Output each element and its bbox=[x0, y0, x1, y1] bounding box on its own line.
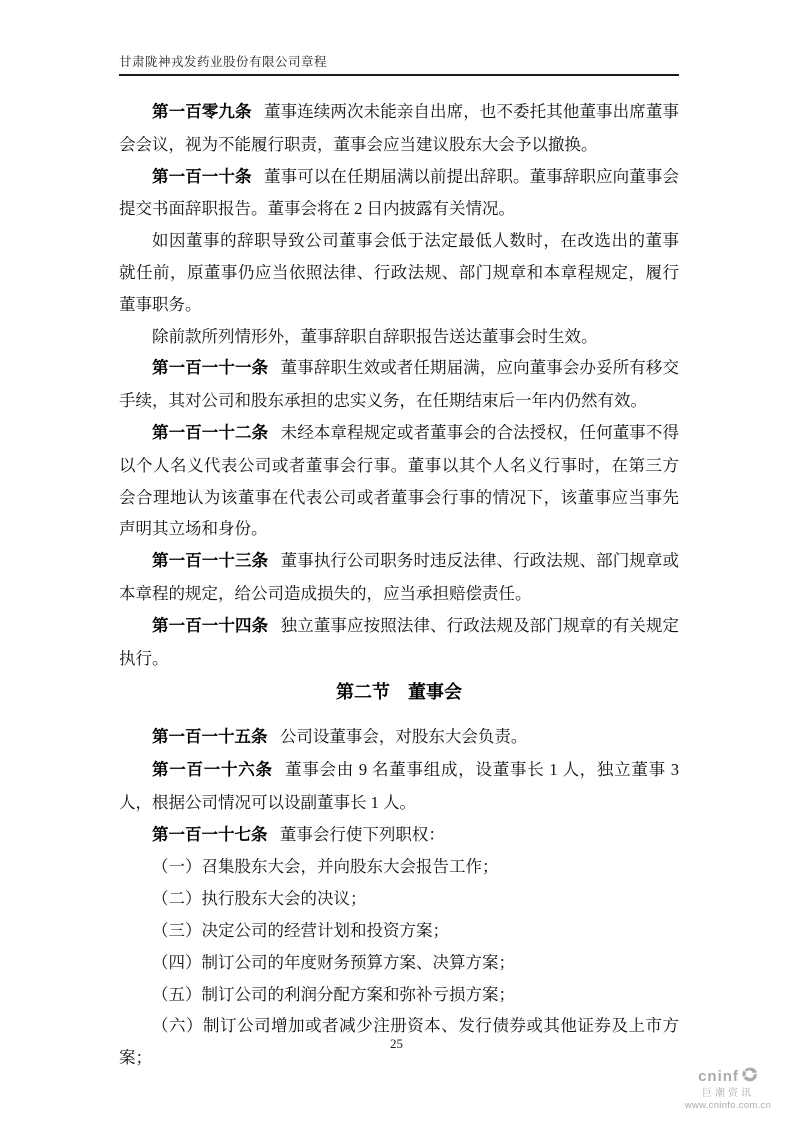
article-text: 独立董事应按照法律、行政法规及部门规章的有关规定执行。 bbox=[119, 615, 680, 668]
list-item bbox=[119, 947, 679, 979]
cninfo-brand-text: cninf bbox=[698, 1067, 739, 1085]
article-number: 第一百一十条 bbox=[152, 167, 252, 186]
article-text: 未经本章程规定或者董事会的合法授权，任何董事不得以个人名义代表公司或者董事会行事。董事以其个人名义行事时，在第三方会合理地认为该董事在代表公司或者董事会行事的情况下，该董事应当事先声明其立场和身份。 bbox=[119, 422, 680, 539]
cninfo-chinese-name: 巨潮资讯 bbox=[702, 1087, 754, 1099]
article-paragraph bbox=[119, 161, 679, 226]
document-title: 甘肃陇神戎发药业股份有限公司章程 bbox=[119, 55, 328, 69]
cninfo-url: www.cninfo.com.cn bbox=[684, 1100, 772, 1112]
article-number: 第一百一十二条 bbox=[152, 423, 269, 442]
list-item bbox=[119, 883, 679, 915]
article-number: 第一百一十五条 bbox=[152, 728, 268, 747]
article-paragraph bbox=[119, 754, 679, 819]
article-text: 董事辞职生效或者任期届满，应向董事会办妥所有移交手续，其对公司和股东承担的忠实义务，在任期结束后一年内仍然有效。 bbox=[119, 358, 680, 411]
article-paragraph bbox=[119, 352, 679, 417]
list-item-text: （二）执行股东大会的决议； bbox=[152, 889, 367, 909]
list-item-text: （五）制订公司的利润分配方案和弥补亏损方案； bbox=[152, 984, 515, 1004]
article-paragraph bbox=[119, 417, 679, 545]
article-number: 第一百一十六条 bbox=[152, 760, 273, 779]
cninfo-logo-icon bbox=[741, 1067, 758, 1088]
list-item bbox=[119, 851, 679, 883]
cninfo-brand-row bbox=[668, 1067, 788, 1088]
paragraph-text: 除前款所列情形外，董事辞职自辞职报告送达董事会时生效。 bbox=[152, 326, 598, 346]
page-number: 25 bbox=[390, 1036, 403, 1051]
body-paragraph bbox=[119, 321, 679, 353]
article-paragraph bbox=[119, 545, 679, 610]
article-text: 董事连续两次未能亲自出席，也不委托其他董事出席董事会会议，视为不能履行职责，董事会应当建议股东大会予以撤换。 bbox=[119, 102, 680, 154]
article-text: 董事可以在任期届满以前提出辞职。董事辞职应向董事会提交书面辞职报告。董事会将在 2 日内披露有关情况。 bbox=[119, 166, 680, 219]
section-heading: 第二节 董事会 bbox=[336, 682, 462, 703]
article-number: 第一百一十七条 bbox=[152, 825, 268, 844]
article-text: 董事会由 9 名董事组成，设董事长 1 人，独立董事 3 人，根据公司情况可以设副董事长 1 人。 bbox=[119, 759, 680, 812]
article-paragraph bbox=[119, 610, 679, 675]
list-item-text: （六）制订公司增加或者减少注册资本、发行债券或其他证券及上市方案； bbox=[119, 1016, 679, 1068]
article-text: 公司设董事会，对股东大会负责。 bbox=[279, 727, 528, 747]
list-item bbox=[119, 979, 679, 1011]
list-item-text: （三）决定公司的经营计划和投资方案； bbox=[152, 920, 449, 940]
list-item-text: （四）制订公司的年度财务预算方案、决算方案； bbox=[152, 952, 515, 972]
body-paragraph bbox=[119, 225, 679, 320]
article-number: 第一百零九条 bbox=[152, 103, 252, 121]
article-paragraph bbox=[119, 819, 679, 852]
list-item bbox=[119, 915, 679, 947]
article-number: 第一百一十一条 bbox=[152, 359, 269, 378]
article-number: 第一百一十三条 bbox=[152, 552, 269, 571]
paragraph-text: 如因董事的辞职导致公司董事会低于法定最低人数时，在改选出的董事就任前，原董事仍应当依照法律、行政法规、部门规章和本章程规定，履行董事职务。 bbox=[119, 231, 679, 314]
list-item-text: （一）召集股东大会，并向股东大会报告工作； bbox=[152, 857, 499, 877]
article-text: 董事会行使下列职权： bbox=[279, 824, 445, 844]
cninfo-watermark bbox=[668, 1067, 788, 1112]
article-text: 董事执行公司职务时违反法律、行政法规、部门规章或本章程的规定，给公司造成损失的，应当承担赔偿责任。 bbox=[119, 551, 680, 603]
article-paragraph bbox=[119, 96, 679, 161]
document-body bbox=[119, 96, 679, 1074]
page-header bbox=[119, 52, 679, 76]
article-paragraph bbox=[119, 721, 679, 754]
article-number: 第一百一十四条 bbox=[152, 616, 269, 635]
